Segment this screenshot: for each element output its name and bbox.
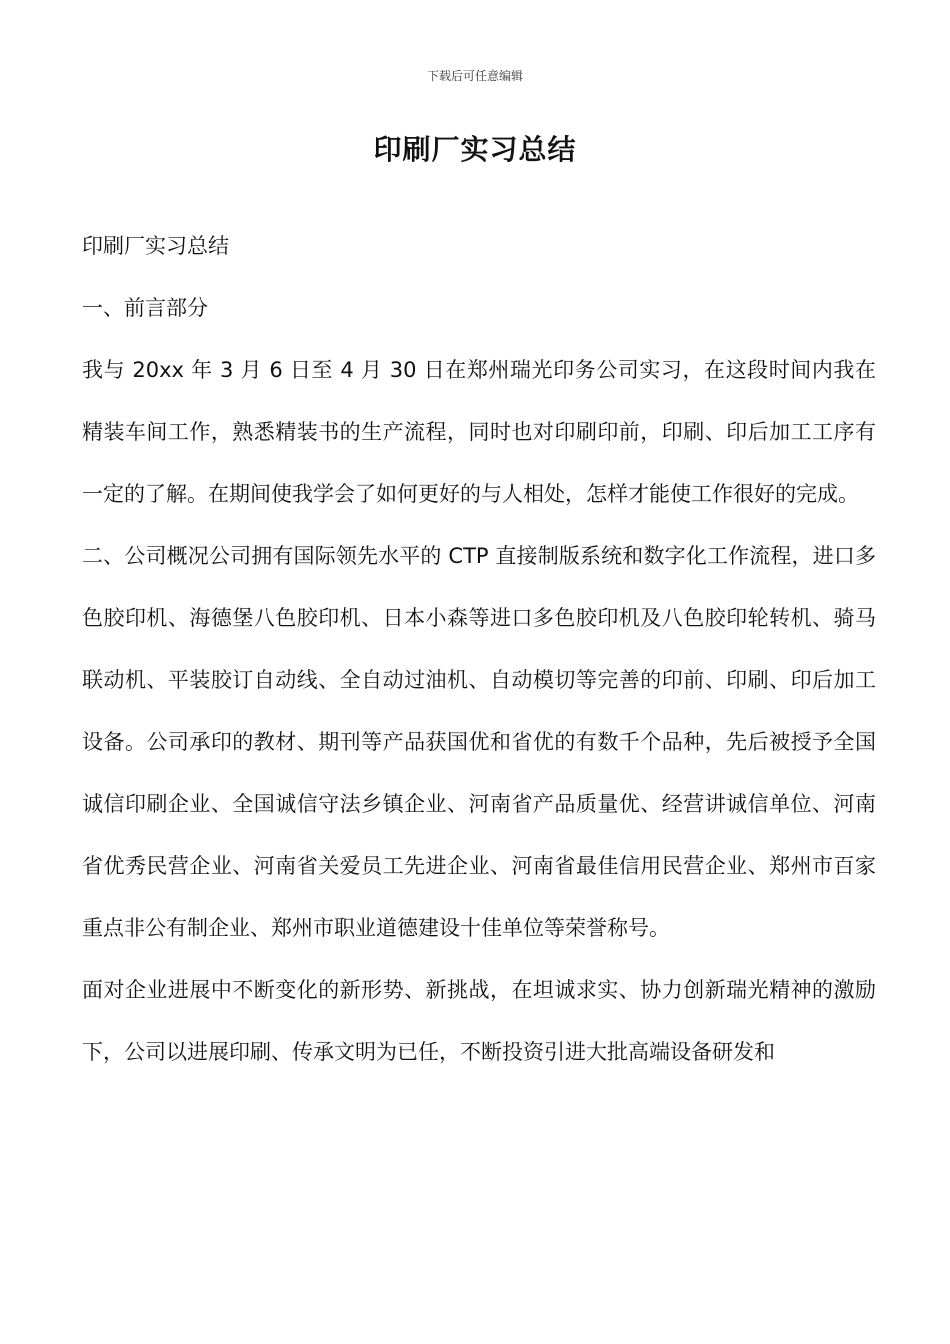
header-note: 下载后可任意编辑 bbox=[426, 69, 523, 83]
paragraph-development: 面对企业进展中不断变化的新形势、新挑战，在坦诚求实、协力创新瑞光精神的激励下，公司以进展印刷、传承文明为已任，不断投资引进大批高端设备研发和 bbox=[82, 978, 876, 1064]
paragraph-subtitle: 印刷厂实习总结 bbox=[82, 234, 229, 258]
paragraph-section-heading: 一、前言部分 bbox=[82, 296, 208, 320]
document-title: 印刷厂实习总结 bbox=[373, 133, 577, 166]
document-body bbox=[82, 215, 876, 1083]
paragraph-intro: 我与 20xx 年 3 月 6 日至 4 月 30 日在郑州瑞光印务公司实习，在这段时间内我在精装车间工作，熟悉精装书的生产流程，同时也对印刷印前，印刷、印后加工工序有一定的了解。在期间使我学会了如何更好的与人相处，怎样才能使工作很好的完成。 bbox=[82, 358, 876, 506]
paragraph-company-overview: 二、公司概况公司拥有国际领先水平的 CTP 直接制版系统和数字化工作流程，进口多色胶印机、海德堡八色胶印机、日本小森等进口多色胶印机及八色胶印轮转机、骑马联动机、平装胶订自动线、全自动过油机、自动模切等完善的印前、印刷、印后加工设备。公司承印的教材、期刊等产品获国优和省优的有数千个品种，先后被授予全国诚信印刷企业、全国诚信守法乡镇企业、河南省产品质量优、经营讲诚信单位、河南省优秀民营企业、河南省关爱员工先进企业、河南省最佳信用民营企业、郑州市百家重点非公有制企业、郑州市职业道德建设十佳单位等荣誉称号。 bbox=[82, 544, 876, 940]
